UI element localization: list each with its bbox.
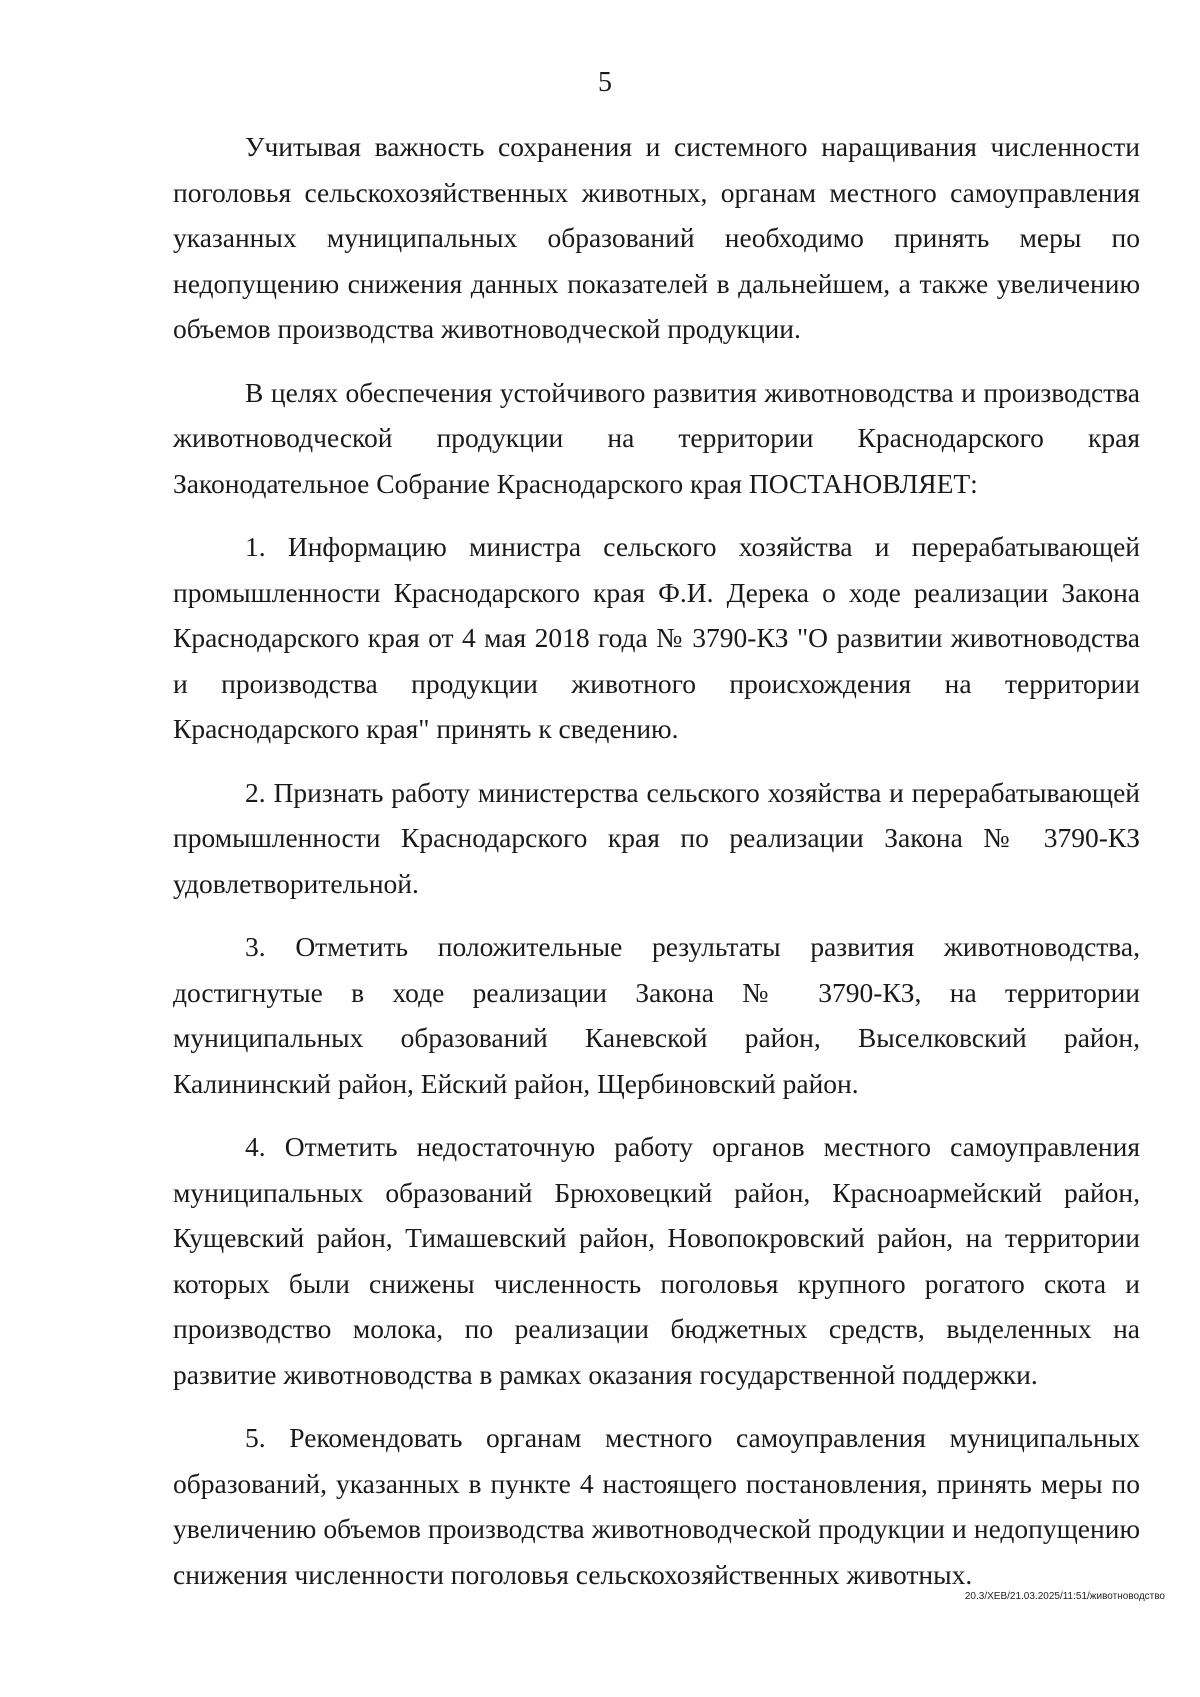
document-body bbox=[173, 124, 1140, 1615]
paragraph-intro: Учитывая важность сохранения и системного наращивания численности поголовья сельскохозяйственных животных, органам местного самоуправления указанных муниципальных образований необходимо принять меры по недопущению снижения данных показателей в дальнейшем, а также увеличению объемов производства животноводческой продукции. bbox=[173, 131, 1140, 344]
paragraph-item-1: 1. Информацию министра сельского хозяйства и перерабатывающей промышленности Краснодарского края Ф.И. Дерека о ходе реализации Закона Краснодарского края от 4 мая 2018 года № 3790-КЗ "О развитии животноводства и производства продукции животного происхождения на территории Краснодарского края" принять к сведению. bbox=[173, 531, 1140, 744]
paragraph-item-4: 4. Отметить недостаточную работу органов местного самоуправления муниципальных образований Брюховецкий район, Красноармейский район, Кущевский район, Тимашевский район, Новопокровский район, на территории которых были снижены численность поголовья крупного рогатого скота и производство молока, по реализации бюджетных средств, выделенных на развитие животноводства в рамках оказания государственной поддержки. bbox=[173, 1131, 1140, 1390]
document-footer-stamp: 20.3/ХЕВ/21.03.2025/11:51/животноводство bbox=[964, 1591, 1165, 1602]
paragraph-item-3: 3. Отметить положительные результаты развития животноводства, достигнутые в ходе реализации Закона № 3790-КЗ, на территории муниципальных образований Каневской район, Выселковский район, Калининский район, Ейский район, Щербиновский район. bbox=[173, 931, 1140, 1099]
paragraph-item-2: 2. Признать работу министерства сельского хозяйства и перерабатывающей промышленности Краснодарского края по реализации Закона № 3790-КЗ удовлетворительной. bbox=[173, 776, 1140, 899]
paragraph-resolution: В целях обеспечения устойчивого развития животноводства и производства животноводческой продукции на территории Краснодарского края Законодательное Собрание Краснодарского края ПОСТАНОВЛЯЕТ: bbox=[173, 376, 1140, 499]
page-number: 5 bbox=[598, 67, 612, 98]
paragraph-item-5: 5. Рекомендовать органам местного самоуправления муниципальных образований, указанных в пункте 4 настоящего постановления, принять меры по увеличению объемов производства животноводческой продукции и недопущению снижения численности поголовья сельскохозяйственных животных. bbox=[173, 1422, 1140, 1590]
